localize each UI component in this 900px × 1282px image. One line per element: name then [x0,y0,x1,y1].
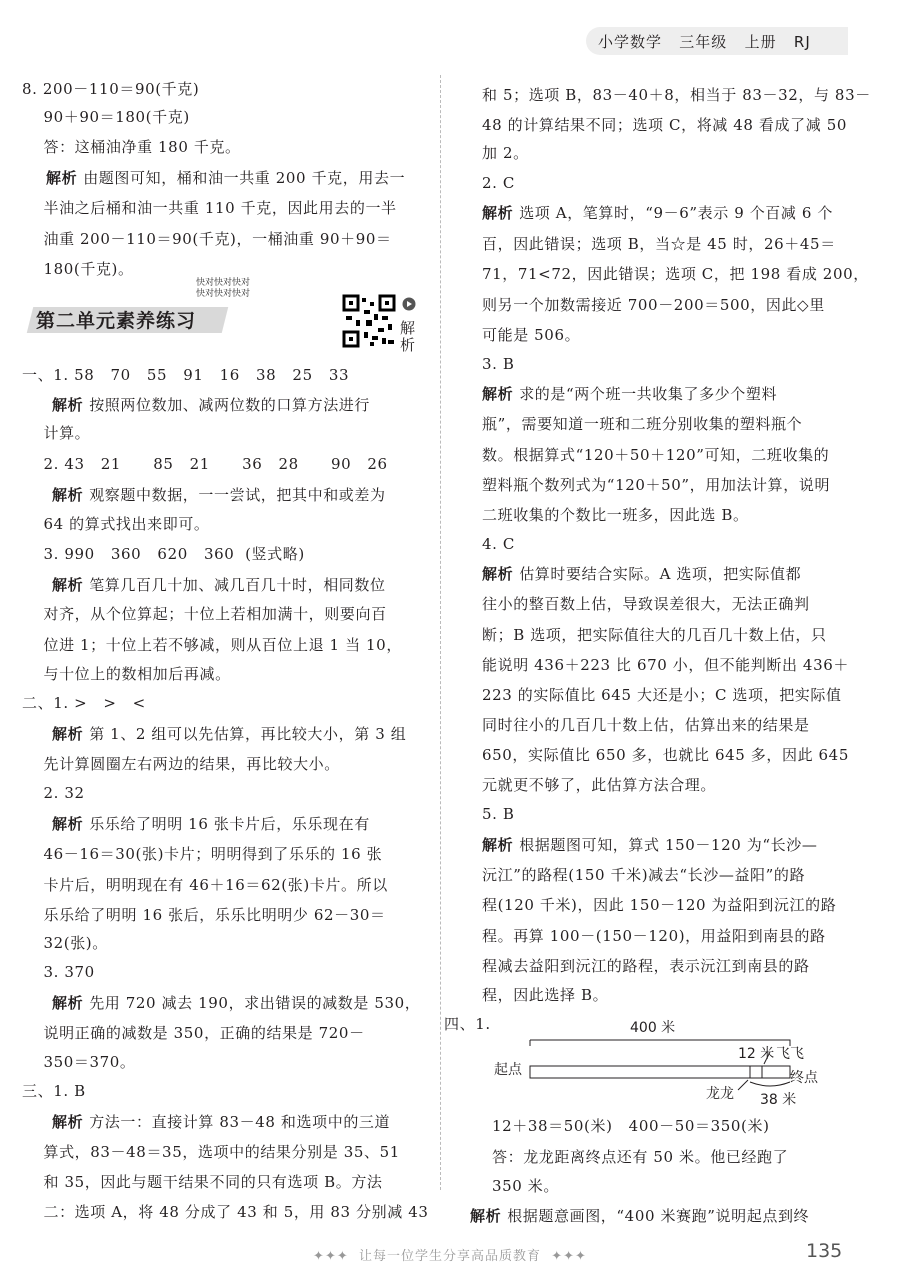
analysis-3-4-line-4: 能说明 436＋223 比 670 小，但不能判断出 436＋ [482,656,849,674]
analysis-3-4-line-8: 元就更不够了，此估算方法合理。 [482,776,717,794]
analysis-8-line-4: 180(千克)。 [22,260,134,278]
analysis-2-3-line-2: 说明正确的减数是 350，正确的结果是 720－ [22,1024,365,1042]
section-3-q2: 2. C [482,174,515,192]
analysis-3-4-line-6: 同时往小的几百几十数上估，估算出来的结果是 [482,716,810,734]
analysis-text: 第 1、2 组可以先估算，再比较大小，第 3 组 [89,725,407,743]
section-3-q4: 4. C [482,535,515,553]
gap-38-label: 38 米 [760,1092,797,1108]
analysis-3-1-line-3: 和 35，因此与题干结果不同的只有选项 B。方法 [22,1173,383,1191]
analysis-text: 笔算几百几十加、减几百几十时，相同数位 [89,576,386,594]
analysis-3-2-line-2: 百，因此错误；选项 B，当☆是 45 时，26＋45＝ [482,235,836,253]
analysis-tag: 解析 [482,204,514,222]
analysis-tag: 解析 [52,815,84,833]
feifei-label: 飞飞 [776,1046,804,1062]
footer-slogan: ✦✦✦ 让每一位学生分享高品质教育 ✦✦✦ [313,1249,587,1264]
track-bar [530,1066,790,1078]
answer-8-line-1: 8. 200－110＝90(千克) [22,80,200,98]
analysis-2-2-line-4: 乐乐给了明明 16 张后，乐乐比明明少 62－30＝ [22,906,386,924]
analysis-1-3-line-2: 对齐，从个位算起；十位上若相加满十，则要向百 [22,605,387,623]
analysis-text: 根据题图可知，算式 150－120 为“长沙— [519,836,818,854]
analysis-2-2-line-1 [52,815,370,833]
analysis-3-2-line-3: 71，71<72，因此错误；选项 C，把 198 看成 200， [482,265,869,283]
column-divider [440,75,441,1190]
analysis-text: 选项 A，笔算时，“9－6”表示 9 个百减 6 个 [519,204,833,222]
analysis-3-2-line-1 [482,204,833,222]
section-1-q3: 3. 990 360 620 360 (竖式略) [22,545,305,563]
analysis-text: 估算时要结合实际。A 选项，把实际值都 [519,565,802,583]
section-4-q1: 四、1. [444,1015,491,1033]
section-3-q1: 三、1. B [22,1082,86,1100]
longlong-label: 龙龙 [706,1086,734,1102]
analysis-1-2-line-2: 64 的算式找出来即可。 [22,515,210,533]
analysis-tag: 解析 [482,565,514,583]
analysis-1-2-line-1 [52,486,386,504]
watermark-note: 快对快对快对 快对快对快对 [196,278,251,299]
analysis-3-5-line-3: 程(120 千米)，因此 150－120 为益阳到沅江的路 [482,896,837,914]
analysis-3-3-line-5: 二班收集的个数比一班多，因此选 B。 [482,506,749,524]
longlong-pointer [738,1080,748,1090]
analysis-3-4-line-1 [482,565,801,583]
analysis-8-line-3: 油重 200－110＝90(千克)，一桶油重 90＋90＝ [22,230,392,248]
right-line-2: 48 的计算结果不同；选项 C，将减 48 看成了减 50 [482,116,847,134]
section-1-q2: 2. 43 21 85 21 36 28 90 26 [22,455,388,473]
analysis-3-1-line-4: 二：选项 A，将 48 分成了 43 和 5，用 83 分别减 43 [22,1203,429,1221]
section-2-q3: 3. 370 [22,963,95,981]
analysis-8-line-1 [46,169,405,187]
analysis-3-5-line-1 [482,836,817,854]
analysis-3-3-line-4: 塑料瓶个数列式为“120＋50”，用加法计算，说明 [482,476,831,494]
analysis-tag: 解析 [482,836,514,854]
analysis-text: 求的是“两个班一共收集了多少个塑料 [519,385,778,403]
analysis-tag: 解析 [52,576,84,594]
qr-code-icon[interactable] [342,294,396,348]
analysis-1-3-line-1 [52,576,386,594]
total-distance-label: 400 米 [630,1020,676,1036]
right-line-1: 和 5；选项 B，83－40＋8，相当于 83－32，与 83－ [482,86,871,104]
analysis-text: 由题图可知，桶和油一共重 200 千克，用去一 [83,169,406,187]
header-subject: 小学数学 三年级 上册 RJ [598,33,811,51]
end-label: 终点 [790,1070,818,1086]
analysis-1-3-line-4: 与十位上的数相加后再减。 [22,665,231,683]
analysis-4-1-line-1 [470,1207,809,1225]
analysis-2-3-line-1 [52,994,420,1012]
analysis-3-4-line-2: 往小的整百数上估，导致误差很大，无法正确判 [482,595,810,613]
section-4-answer-2: 350 米。 [492,1177,559,1195]
start-label: 起点 [494,1062,522,1078]
section-3-q5: 5. B [482,805,515,823]
analysis-3-5-line-6: 程，因此选择 B。 [482,986,609,1004]
analysis-2-2-line-3: 卡片后，明明现在有 46＋16＝62(张)卡片。所以 [22,876,388,894]
section-3-q3: 3. B [482,355,515,373]
page-number: 135 [806,1240,843,1262]
analysis-tag: 解析 [52,486,84,504]
analysis-3-3-line-2: 瓶”，需要知道一班和二班分别收集的塑料瓶个 [482,415,803,433]
analysis-tag: 解析 [52,396,84,414]
analysis-2-3-line-3: 350＝370。 [22,1053,136,1071]
section-title: 第二单元素养练习 [36,310,197,332]
section-2-q1: 二、1. > > < [22,694,146,712]
analysis-3-2-line-5: 可能是 506。 [482,326,581,344]
answer-8-line-2: 90＋90＝180(千克) [22,108,190,126]
analysis-tag: 解析 [482,385,514,403]
analysis-1-3-line-3: 位进 1；十位上若不够减，则从百位上退 1 当 10， [22,636,402,654]
analysis-3-3-line-1 [482,385,777,403]
analysis-3-5-line-4: 程。再算 100－(150－120)，用益阳到南县的路 [482,927,826,945]
analysis-3-4-line-7: 650，实际值比 650 多，也就比 645 多，因此 645 [482,746,849,764]
gap-12-label: 12 米 [738,1046,775,1062]
answer-8-line-3: 答：这桶油净重 180 千克。 [22,138,241,156]
analysis-3-1-line-1 [52,1113,390,1131]
analysis-text: 观察题中数据，一一尝试，把其中和或差为 [89,486,386,504]
race-track-diagram [480,1010,840,1110]
section-1-q1: 一、1. 58 70 55 91 16 38 25 33 [22,366,350,384]
analysis-3-2-line-4: 则另一个加数需接近 700－200＝500，因此◇里 [482,296,825,314]
analysis-3-5-line-2: 沅江”的路程(150 千米)减去“长沙—益阳”的路 [482,866,806,884]
section-2-q2: 2. 32 [22,784,85,802]
analysis-3-4-line-3: 断；B 选项，把实际值往大的几百几十数上估，只 [482,626,827,644]
analysis-3-4-line-5: 223 的实际值比 645 大还是小；C 选项，把实际值 [482,686,842,704]
analysis-text: 按照两位数加、减两位数的口算方法进行 [89,396,371,414]
analysis-tag: 解析 [46,169,78,187]
analysis-1-1-line-2: 计算。 [22,424,91,442]
analysis-8-line-2: 半油之后桶和油一共重 110 千克，因此用去的一半 [22,199,397,217]
play-icon [402,297,416,311]
analysis-tag: 解析 [52,725,84,743]
qr-label: 解析 [400,319,416,354]
analysis-3-3-line-3: 数。根据算式“120＋50＋120”可知，二班收集的 [482,446,830,464]
analysis-tag: 解析 [52,994,84,1012]
analysis-2-1-line-1 [52,725,406,743]
section-4-answer-1: 答：龙龙距离终点还有 50 米。他已经跑了 [492,1148,789,1166]
analysis-text: 先用 720 减去 190，求出错误的减数是 530， [89,994,421,1012]
section-4-calc: 12＋38＝50(米) 400－50＝350(米) [492,1117,770,1135]
analysis-tag: 解析 [470,1207,502,1225]
gap-38-brace [750,1082,790,1086]
analysis-text: 方法一：直接计算 83－48 和选项中的三道 [89,1113,391,1131]
analysis-tag: 解析 [52,1113,84,1131]
analysis-text: 乐乐给了明明 16 张卡片后，乐乐现在有 [89,815,370,833]
analysis-text: 根据题意画图，“400 米赛跑”说明起点到终 [507,1207,810,1225]
analysis-2-2-line-5: 32(张)。 [22,934,108,952]
analysis-3-1-line-2: 算式，83－48＝35，选项中的结果分别是 35、51 [22,1143,400,1161]
analysis-2-2-line-2: 46－16＝30(张)卡片；明明得到了乐乐的 16 张 [22,845,383,863]
analysis-1-1-line-1 [52,396,370,414]
analysis-3-5-line-5: 程减去益阳到沅江的路程，表示沅江到南县的路 [482,957,810,975]
analysis-2-1-line-2: 先计算圆圈左右两边的结果，再比较大小。 [22,755,340,773]
right-line-3: 加 2。 [482,144,529,162]
